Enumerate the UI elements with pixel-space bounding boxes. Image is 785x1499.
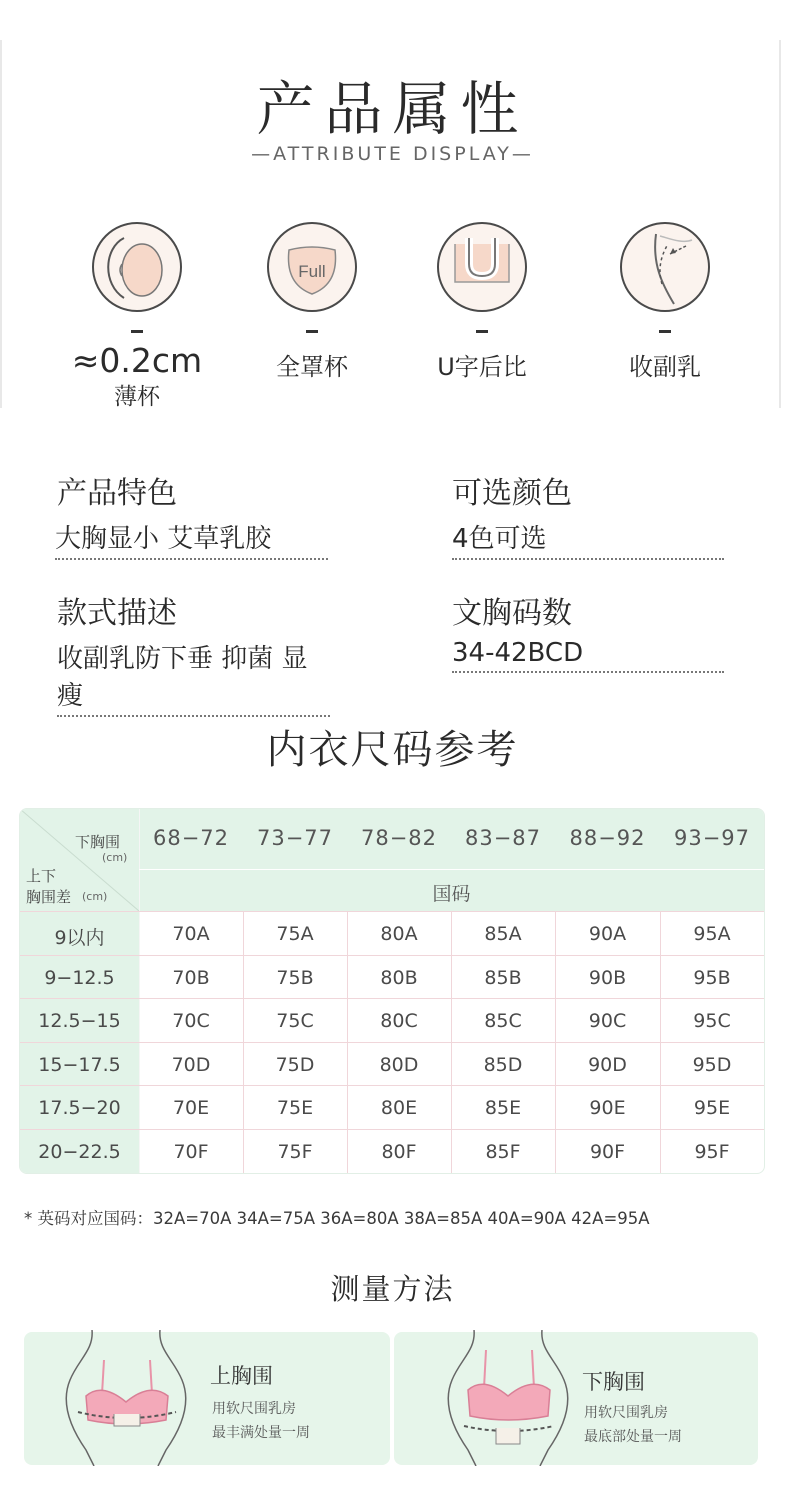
- attribute-value: 收副乳: [629, 353, 701, 381]
- feature-label-colors: 可选颜色: [452, 476, 572, 511]
- lower-bust-title: 下胸围: [582, 1370, 645, 1394]
- size-cell: 70E: [172, 1097, 210, 1120]
- column-header: 88−92: [569, 826, 646, 850]
- size-cell: 80F: [381, 1141, 417, 1163]
- size-cell: 75B: [276, 966, 314, 989]
- corner-top-unit: (cm): [102, 851, 128, 864]
- separator-dash: [659, 330, 671, 333]
- row-label: 9以内: [54, 927, 105, 949]
- side-gather-icon: [620, 222, 710, 312]
- upper-bust-illustration-icon: [42, 1330, 212, 1466]
- right-border: [779, 40, 781, 408]
- column-header: 73−77: [256, 826, 334, 850]
- grid-hline: [20, 955, 764, 956]
- size-cell: 75D: [275, 1053, 315, 1076]
- size-cell: 90A: [588, 923, 627, 945]
- size-cell: 75C: [276, 1010, 314, 1033]
- column-header: 93−97: [673, 826, 751, 850]
- lower-bust-illustration-icon: [424, 1330, 594, 1466]
- feature-value-specialty: 大胸显小 艾草乳胶: [55, 518, 328, 560]
- attribute-u-back: [397, 222, 567, 382]
- separator-dash: [131, 330, 143, 333]
- size-cell: 75F: [277, 1141, 313, 1163]
- row-label: 20−22.5: [38, 1141, 121, 1163]
- attribute-side-gather: [580, 222, 750, 382]
- separator-dash: [306, 330, 318, 333]
- row-label: 15−17.5: [38, 1053, 121, 1076]
- size-cell: 80B: [380, 966, 418, 989]
- size-cell: 70C: [172, 1010, 210, 1033]
- row-label: 9−12.5: [44, 966, 115, 989]
- attribute-value: U字后比: [437, 353, 527, 381]
- row-label: 17.5−20: [38, 1097, 121, 1120]
- full-cup-icon-text: Full: [298, 262, 326, 281]
- size-cell: 85A: [484, 923, 522, 945]
- grid-hline: [20, 1085, 764, 1086]
- upper-bust-title: 上胸围: [210, 1364, 273, 1388]
- feature-label-style: 款式描述: [57, 596, 177, 631]
- separator-dash: [476, 330, 488, 333]
- size-conversion-note: * 英码对应国码：32A=70A 34A=75A 36A=80A 38A=85A 40A=90A 42A=95A: [24, 1209, 650, 1228]
- grid-vline: [139, 809, 140, 1173]
- attribute-sub: 薄杯: [114, 384, 160, 410]
- grid-hline: [20, 911, 764, 912]
- size-cell: 90B: [588, 966, 627, 989]
- row-label: 12.5−15: [38, 1010, 121, 1033]
- attribute-value: ≈0.2cm: [71, 341, 203, 380]
- lower-bust-line1: 用软尺围乳房: [584, 1405, 668, 1421]
- upper-bust-line1: 用软尺围乳房: [212, 1401, 296, 1417]
- feature-value-sizes: 34-42BCD: [452, 638, 724, 673]
- feature-label-sizes: 文胸码数: [452, 596, 572, 631]
- size-cell: 85D: [483, 1053, 523, 1076]
- page-title: 产品属性: [256, 75, 529, 143]
- size-cell: 95B: [693, 966, 731, 989]
- size-cell: 95F: [694, 1141, 730, 1163]
- corner-bottom-unit: (cm): [82, 890, 108, 903]
- corner-bottom-label-1: 上下: [26, 867, 57, 885]
- attribute-value: 全罩杯: [276, 353, 348, 381]
- attribute-thin-cup: [52, 222, 222, 411]
- feature-value-style: 收副乳防下垂 抑菌 显瘦: [57, 638, 330, 717]
- measure-panel-upper: [24, 1332, 390, 1465]
- size-cell: 90E: [589, 1097, 626, 1120]
- size-cell: 95E: [693, 1097, 731, 1120]
- size-cell: 70B: [172, 966, 210, 989]
- size-cell: 85B: [484, 966, 522, 989]
- size-cell: 90D: [588, 1053, 627, 1076]
- size-cell: 85E: [484, 1097, 522, 1120]
- attribute-full-cup: [227, 222, 397, 382]
- corner-bottom-label-2: 胸围差: [26, 888, 72, 906]
- feature-label-specialty: 产品特色: [57, 476, 177, 511]
- left-border: [0, 40, 2, 408]
- column-header: 68−72: [152, 826, 230, 850]
- page-subtitle: —ATTRIBUTE DISPLAY—: [251, 143, 534, 165]
- size-cell: 70F: [173, 1141, 209, 1163]
- measure-title: 测量方法: [330, 1272, 455, 1306]
- grid-hline: [20, 1129, 764, 1130]
- column-header: 83−87: [464, 826, 542, 850]
- size-cell: 75E: [276, 1097, 314, 1120]
- lower-bust-line2: 最底部处量一周: [584, 1429, 682, 1445]
- grid-hline: [139, 869, 764, 870]
- measure-panel-lower: [394, 1332, 758, 1465]
- grid-hline: [20, 1042, 764, 1043]
- size-cell: 70A: [172, 923, 210, 945]
- size-cell: 80C: [380, 1010, 418, 1033]
- size-cell: 90F: [589, 1141, 626, 1163]
- size-section-title: 内衣尺码参考: [266, 727, 519, 773]
- size-cell: 85C: [484, 1010, 522, 1033]
- size-cell: 75A: [276, 923, 314, 945]
- full-cup-icon: [267, 222, 357, 312]
- size-cell: 80D: [379, 1053, 419, 1076]
- column-header: 78−82: [360, 826, 438, 850]
- size-cell: 95A: [693, 923, 731, 945]
- size-table: [19, 808, 765, 1174]
- size-cell: 85F: [485, 1141, 521, 1163]
- u-back-icon: [437, 222, 527, 312]
- national-size-label: 国码: [432, 883, 471, 905]
- upper-bust-line2: 最丰满处量一周: [212, 1425, 310, 1441]
- corner-top-label: 下胸围: [75, 833, 121, 851]
- size-cell: 90C: [588, 1010, 627, 1033]
- feature-value-colors: 4色可选: [452, 518, 724, 560]
- size-cell: 80A: [380, 923, 418, 945]
- size-cell: 70D: [171, 1053, 211, 1076]
- grid-hline: [20, 998, 764, 999]
- size-cell: 80E: [380, 1097, 418, 1120]
- thin-cup-icon: [92, 222, 182, 312]
- size-cell: 95D: [692, 1053, 732, 1076]
- size-cell: 95C: [693, 1010, 731, 1033]
